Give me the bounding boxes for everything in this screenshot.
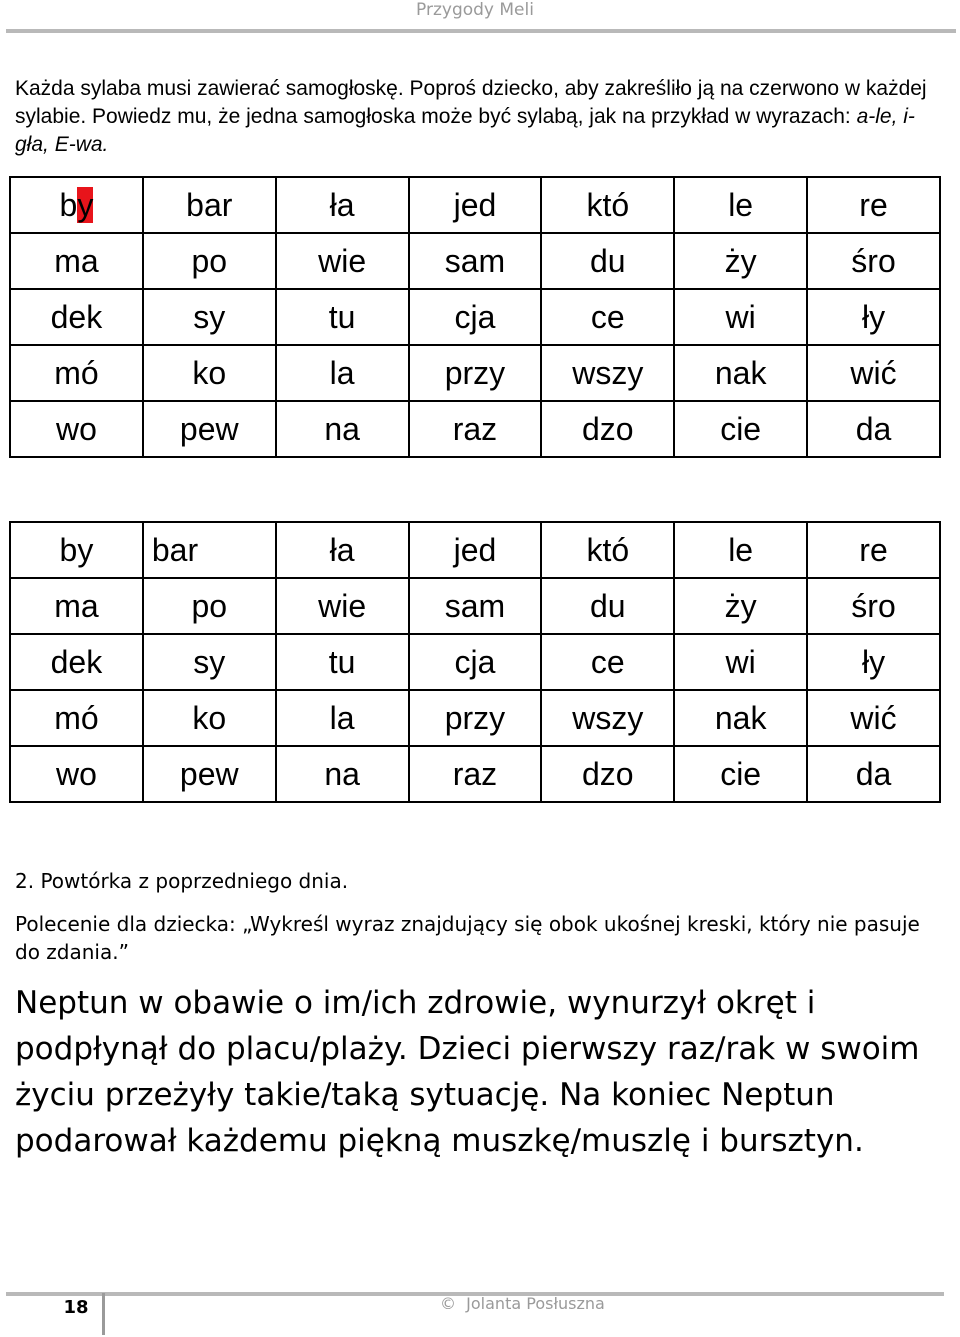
syllable-cell: wszy: [541, 690, 674, 746]
author-name: Jolanta Posłuszna: [466, 1294, 605, 1313]
syllable-table: [9, 521, 941, 803]
syllable-cell: ko: [143, 690, 276, 746]
page-number: 18: [50, 1293, 105, 1335]
syllable-cell: dek: [10, 634, 143, 690]
table-row: [10, 233, 940, 289]
syllable-cell: ły: [807, 634, 940, 690]
syllable-cell: wszy: [541, 345, 674, 401]
copyright-icon: ©: [440, 1294, 456, 1313]
syllable-cell: ży: [674, 233, 807, 289]
intro-paragraph: [15, 75, 945, 159]
intro-text: Każda sylaba musi zawierać samogłoskę. Poproś dziecko, aby zakreśliło ją na czerwono w każdej sylabie. Powiedz mu, że jedna samogłoska może być sylabą, jak na przykład w wyrazach:: [15, 77, 927, 128]
syllable-cell: cie: [674, 746, 807, 802]
syllable-cell: jed: [409, 522, 542, 578]
syllable-cell: [10, 177, 143, 233]
syllable-cell: du: [541, 233, 674, 289]
syllable-cell: raz: [409, 401, 542, 457]
syllable-cell: ły: [807, 289, 940, 345]
syllable-cell: ła: [276, 177, 409, 233]
intro-examples: a-le, i-gła, E-wa.: [15, 105, 915, 156]
syllable-cell: cja: [409, 289, 542, 345]
syllable-cell: jed: [409, 177, 542, 233]
syllable-cell: wić: [807, 690, 940, 746]
syllable-cell: wo: [10, 746, 143, 802]
syllable-cell: la: [276, 345, 409, 401]
syllable-cell: ce: [541, 634, 674, 690]
syllable-cell: pew: [143, 746, 276, 802]
syllable-cell: mó: [10, 690, 143, 746]
syllable-cell: wo: [10, 401, 143, 457]
syllable-cell: mó: [10, 345, 143, 401]
syllable-cell: któ: [541, 177, 674, 233]
syllable-cell: wie: [276, 233, 409, 289]
syllable-cell: ma: [10, 233, 143, 289]
syllable-cell: bar: [143, 177, 276, 233]
syllable-cell: ży: [674, 578, 807, 634]
syllable-cell: dzo: [541, 746, 674, 802]
story-text: [15, 980, 950, 1164]
highlighted-vowel: y: [77, 186, 94, 223]
syllable-cell: śro: [807, 578, 940, 634]
syllable-cell: le: [674, 177, 807, 233]
syllable-cell: cie: [674, 401, 807, 457]
syllable-cell: po: [143, 578, 276, 634]
instruction-text: Polecenie dla dziecka: „Wykreśl wyraz znajdujący się obok ukośnej kreski, który nie pasuje do zdania.”: [15, 912, 920, 964]
table-row: [10, 578, 940, 634]
story-line: podpłynął do placu/plaży. Dzieci pierwszy raz/rak w swoim: [15, 1031, 920, 1067]
syllable-cell: któ: [541, 522, 674, 578]
table-row: [10, 634, 940, 690]
syllable-cell: sy: [143, 634, 276, 690]
syllable-cell: da: [807, 401, 940, 457]
table-row: [10, 746, 940, 802]
syllable-cell: nak: [674, 345, 807, 401]
syllable-cell: na: [276, 401, 409, 457]
copyright: [440, 1294, 605, 1313]
syllable-cell: du: [541, 578, 674, 634]
syllable-cell: śro: [807, 233, 940, 289]
syllable-cell: sam: [409, 578, 542, 634]
syllable-cell: wi: [674, 289, 807, 345]
syllable-cell: sy: [143, 289, 276, 345]
table-row: [10, 522, 940, 578]
syllable-cell: wie: [276, 578, 409, 634]
syllable-cell: pew: [143, 401, 276, 457]
syllable-cell: wi: [674, 634, 807, 690]
story-line: podarował każdemu piękną muszkę/muszlę i bursztyn.: [15, 1123, 864, 1159]
syllable-cell: przy: [409, 345, 542, 401]
syllable-cell: dzo: [541, 401, 674, 457]
syllable-cell: la: [276, 690, 409, 746]
syllable-cell: raz: [409, 746, 542, 802]
table-row: [10, 345, 940, 401]
table-row: [10, 177, 940, 233]
syllable-cell: przy: [409, 690, 542, 746]
syllable-cell: po: [143, 233, 276, 289]
header-title: Przygody Meli: [416, 0, 534, 20]
syllable-cell: re: [807, 177, 940, 233]
syllable-cell: tu: [276, 289, 409, 345]
syllable-cell: tu: [276, 634, 409, 690]
syllable-consonant: b: [59, 186, 78, 223]
syllable-cell: na: [276, 746, 409, 802]
header-rule: [6, 29, 956, 33]
syllable-cell: ła: [276, 522, 409, 578]
syllable-cell: bar: [143, 522, 276, 578]
table-row: [10, 401, 940, 457]
syllable-cell: nak: [674, 690, 807, 746]
syllable-cell: re: [807, 522, 940, 578]
story-line: Neptun w obawie o im/ich zdrowie, wynurzył okręt i: [15, 985, 816, 1021]
syllable-cell: wić: [807, 345, 940, 401]
table-row: [10, 690, 940, 746]
syllable-cell: cja: [409, 634, 542, 690]
syllable-cell: da: [807, 746, 940, 802]
story-line: życiu przeżyły takie/taką sytuację. Na koniec Neptun: [15, 1077, 835, 1113]
syllable-cell: ce: [541, 289, 674, 345]
syllable-cell: ma: [10, 578, 143, 634]
section-heading: 2. Powtórka z poprzedniego dnia.: [15, 869, 349, 893]
syllable-cell: by: [10, 522, 143, 578]
syllable-cell: le: [674, 522, 807, 578]
table-row: [10, 289, 940, 345]
syllable-cell: ko: [143, 345, 276, 401]
syllable-cell: dek: [10, 289, 143, 345]
syllable-table-highlight: [9, 176, 941, 458]
syllable-cell: sam: [409, 233, 542, 289]
